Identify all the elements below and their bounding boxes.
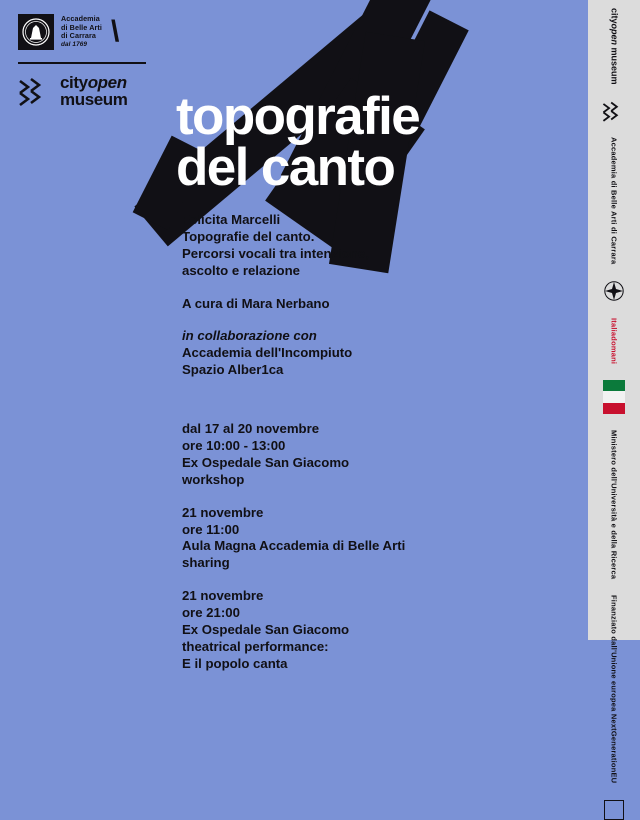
title-line-1: topografie [176, 87, 420, 146]
rail-unione-europea [609, 595, 618, 783]
title-line-2: del canto [176, 138, 395, 198]
accademia-logo [18, 14, 158, 58]
collab-1: Accademia dell'Incompiuto [182, 345, 353, 361]
event-kind: theatrical performance: [182, 638, 329, 654]
rail-city-open-museum [609, 8, 618, 85]
event-item [182, 588, 512, 672]
event-time: ore 10:00 - 13:00 [182, 438, 286, 454]
sponsor-rail [588, 0, 640, 784]
poster-title [176, 87, 606, 198]
credits-curator: A cura di Mara Nerbano [182, 295, 330, 311]
chevrons-mark-icon [602, 101, 626, 121]
accademia-line2: di Belle Arti [61, 22, 102, 32]
accademia-slash-mark: \ [110, 15, 120, 48]
curator-block [182, 296, 512, 313]
rail-ministero [609, 430, 618, 579]
body-spacer [182, 395, 512, 421]
collab-label: in collaborazione con [182, 328, 317, 344]
accademia-line4: dal 1769 [61, 41, 88, 49]
event-venue: Ex Ospedale San Giacomo [182, 622, 350, 638]
event-kind: sharing [182, 555, 230, 571]
com-museum: museum [60, 89, 128, 109]
rail-accademia-label: Accademia di Belle Arti di Carrara [609, 136, 619, 264]
credits-author: Felicita Marcelli [182, 212, 281, 227]
city-open-museum-logo [18, 74, 158, 109]
credits-work-line2: Percorsi vocali tra intenzione, [182, 245, 369, 261]
rail-com-museum: museum [609, 47, 620, 85]
com-city: city [60, 72, 88, 92]
credits-block [182, 212, 512, 280]
event-item [182, 421, 512, 489]
incompiuto-star-icon [603, 280, 625, 302]
poster-body [182, 212, 512, 689]
accademia-line1: Accademia [61, 13, 100, 23]
eu-emblem-icon [604, 800, 624, 820]
rail-com-city: city [609, 8, 620, 24]
event-time: ore 21:00 [182, 605, 240, 621]
accademia-logo-text [61, 15, 102, 49]
rail-com-open: open [609, 23, 620, 46]
logo-divider [18, 62, 146, 64]
event-dates: 21 novembre [182, 504, 264, 520]
credits-work-line1: Topografie del canto. [182, 228, 315, 244]
chevrons-mark-icon [18, 77, 52, 105]
event-time: ore 11:00 [182, 521, 240, 537]
collab-2: Spazio Alber1ca [182, 362, 284, 378]
italy-flag-icon [603, 380, 625, 414]
credits-work-line3: ascolto e relazione [182, 262, 300, 278]
event-extra: E il popolo canta [182, 655, 288, 671]
event-kind: workshop [182, 471, 245, 487]
collaboration-block [182, 328, 512, 379]
accademia-seal-icon [18, 14, 54, 50]
event-dates: dal 17 al 20 novembre [182, 421, 320, 437]
accademia-line3: di Carrara [61, 31, 96, 41]
rail-accademia [609, 137, 618, 264]
event-dates: 21 novembre [182, 588, 264, 604]
rail-italiadomani [609, 318, 618, 364]
rail-unione-label: Finanziato dall'Unione europea NextGenerationEU [609, 595, 619, 784]
rail-ministero-label: Ministero dell'Università e della Ricerca [609, 430, 619, 580]
event-venue: Aula Magna Accademia di Belle Arti [182, 538, 406, 554]
city-open-museum-text [60, 74, 128, 109]
event-item [182, 505, 512, 573]
event-venue: Ex Ospedale San Giacomo [182, 454, 350, 470]
rail-italiadomani-label: Italiadomani [609, 317, 619, 365]
logo-block [18, 14, 158, 108]
com-open: open [87, 72, 127, 92]
